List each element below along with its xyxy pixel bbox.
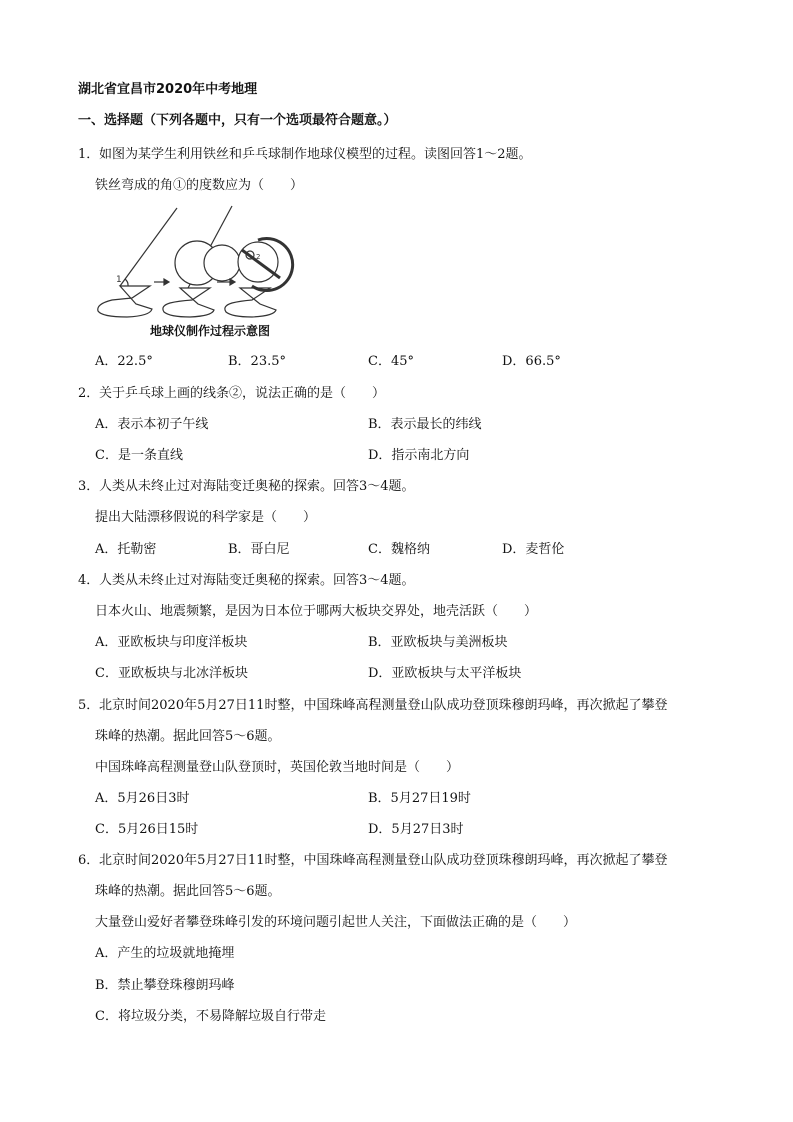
question-number: 4． [78,573,100,588]
option-d[interactable]: D．5月27日3时 [368,822,464,837]
line-label: 2 [256,253,261,261]
option-b[interactable]: B．亚欧板块与美洲板块 [368,635,508,650]
option-d[interactable]: D．66.5° [502,354,561,369]
question-prompt: 日本火山、地震频繁，是因为日本位于哪两大板块交界处，地壳活跃（ ） [95,604,538,619]
question-stem-line-1: 北京时间2020年5月27日11时整，中国珠峰高程测量登山队成功登顶珠穆朗玛峰，再次掀起了攀登 [99,853,668,868]
option-b[interactable]: B．禁止攀登珠穆朗玛峰 [95,978,235,993]
base-1 [98,286,152,317]
question-stem-line-1: 北京时间2020年5月27日11时整，中国珠峰高程测量登山队成功登顶珠穆朗玛峰，再次掀起了攀登 [99,698,668,713]
wire-1 [120,208,177,286]
figure-caption: 地球仪制作过程示意图 [150,324,271,338]
question-prompt: 大量登山爱好者攀登珠峰引发的环境问题引起世人关注，下面做法正确的是（ ） [95,915,577,930]
option-c[interactable]: C．亚欧板块与北冰洋板块 [95,666,248,681]
option-d[interactable]: D．亚欧板块与太平洋板块 [368,666,522,681]
ball-2b [204,245,240,281]
option-b[interactable]: B．5月27日19时 [368,791,471,806]
option-c[interactable]: C．5月26日15时 [95,822,199,837]
option-d[interactable]: D．麦哲伦 [502,542,565,557]
question-prompt: 铁丝弯成的角①的度数应为（ ） [95,178,304,193]
option-b[interactable]: B．表示最长的纬线 [368,417,482,432]
option-a[interactable]: A．5月26日3时 [95,791,190,806]
option-c[interactable]: C．将垃圾分类，不易降解垃圾自行带走 [95,1009,326,1024]
option-c[interactable]: C．魏格纳 [368,542,430,557]
option-b[interactable]: B．23.5° [228,354,286,369]
option-a[interactable]: A．托勒密 [95,542,157,557]
question-stem: 关于乒乓球上画的线条②，说法正确的是（ ） [99,386,386,401]
question-number: 6． [78,853,100,868]
base-2 [163,288,214,317]
option-a[interactable]: A．22.5° [95,354,153,369]
option-b[interactable]: B．哥白尼 [228,542,290,557]
angle-arc [125,279,128,286]
base-3 [225,288,276,317]
question-stem: 人类从未终止过对海陆变迁奥秘的探索。回答3～4题。 [99,479,415,494]
question-number: 3． [78,479,100,494]
section-title: 一、选择题（下列各题中，只有一个选项最符合题意。） [78,113,397,128]
option-c[interactable]: C．是一条直线 [95,448,183,463]
doc-title: 湖北省宜昌市2020年中考地理 [78,82,258,97]
option-c[interactable]: C．45° [368,354,414,369]
angle-label: 1 [116,275,122,285]
option-a[interactable]: A．产生的垃圾就地掩埋 [95,946,235,961]
question-number: 1． [78,147,100,162]
question-stem: 人类从未终止过对海陆变迁奥秘的探索。回答3～4题。 [99,573,415,588]
question-stem-line-2: 珠峰的热潮。据此回答5～6题。 [95,729,281,744]
question-stem: 如图为某学生利用铁丝和乒乓球制作地球仪模型的过程。读图回答1～2题。 [99,147,532,162]
question-stem-line-2: 珠峰的热潮。据此回答5～6题。 [95,884,281,899]
question-number: 2． [78,386,100,401]
question-number: 5． [78,698,100,713]
question-prompt: 中国珠峰高程测量登山队登顶时，英国伦敦当地时间是（ ） [95,760,460,775]
globe-model-figure [92,200,332,345]
option-a[interactable]: A．亚欧板块与印度洋板块 [95,635,248,650]
option-d[interactable]: D．指示南北方向 [368,448,470,463]
option-a[interactable]: A．表示本初子午线 [95,417,209,432]
question-prompt: 提出大陆漂移假说的科学家是（ ） [95,510,317,525]
